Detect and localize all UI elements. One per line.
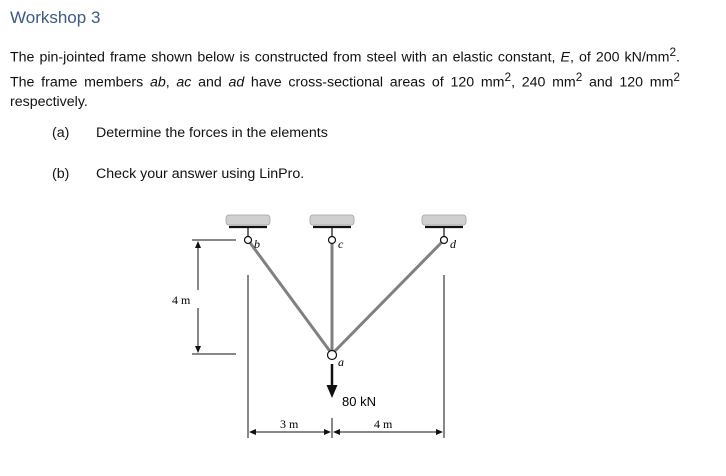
span-right-label: 4 m — [374, 417, 393, 431]
joint-a — [328, 351, 337, 360]
node-label-b: b — [254, 237, 260, 251]
worksheet-title: Workshop 3 — [10, 8, 101, 27]
support-d — [422, 215, 466, 227]
pin-c — [329, 227, 336, 244]
load-arrow — [327, 364, 338, 398]
part-b-label: (b) — [52, 166, 70, 182]
load-label: 80 kN — [342, 394, 376, 409]
part-a-label: (a) — [52, 125, 70, 141]
pin-d — [441, 227, 448, 244]
height-label: 4 m — [172, 293, 191, 307]
part-b-text: Check your answer using LinPro. — [96, 166, 305, 182]
pin-b — [245, 227, 252, 244]
part-a-text: Determine the forces in the elements — [96, 125, 328, 141]
node-label-a: a — [338, 355, 344, 369]
node-label-c: c — [338, 237, 344, 251]
support-b — [226, 215, 270, 227]
member-ad — [332, 240, 444, 354]
height-dimension — [192, 240, 236, 354]
node-label-d: d — [450, 237, 456, 251]
support-c — [310, 215, 354, 227]
problem-statement: The pin-jointed frame shown below is constructed from steel with an elastic constant, E, of 200 $kN/mm^2$. The frame members ab, ac and ad have cross-sectional areas of 120 $mm^2$, 240 $mm^2$ and 120 $mm^2$ respectively. — [10, 45, 680, 111]
span-dimension — [248, 275, 444, 438]
span-left-label: 3 m — [280, 417, 299, 431]
member-ab — [248, 240, 332, 354]
